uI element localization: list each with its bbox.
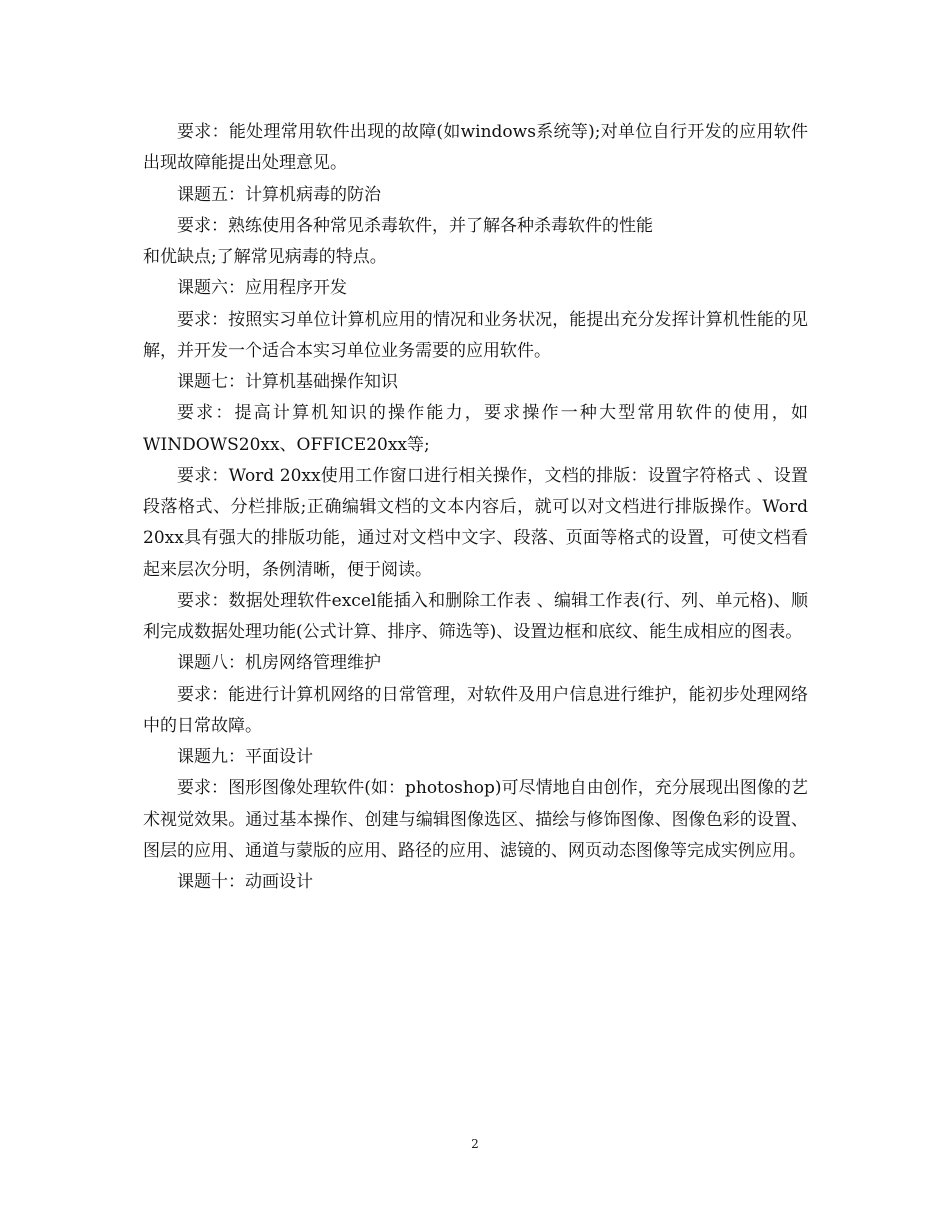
paragraph: 要求：提高计算机知识的操作能力，要求操作一种大型常用软件的使用，如WINDOWS20xx、OFFICE20xx等; [143,403,808,455]
section-heading: 课题七：计算机基础操作知识 [177,372,398,392]
paragraph: 要求：Word 20xx使用工作窗口进行相关操作，文档的排版：设置字符格式 、设置段落格式、分栏排版;正确编辑文档的文本内容后，就可以对文档进行排版操作。Word 20xx具有强大的排版功能，通过对文档中文字、段落、页面等格式的设置，可使文档看起来层次分明，条例清晰，便于阅读。 [143,465,808,580]
section-heading: 课题六：应用程序开发 [177,278,347,299]
paragraph: 要求：能处理常用软件出现的故障(如windows系统等);对单位自行开发的应用软件出现故障能提出处理意见。 [143,122,808,174]
section-heading: 课题五：计算机病毒的防治 [177,184,381,205]
section-heading: 课题九：平面设计 [177,747,313,767]
page-number: 2 [471,1137,479,1151]
paragraph: 和优缺点;了解常见病毒的特点。 [143,247,387,267]
paragraph: 要求：熟练使用各种常见杀毒软件，并了解各种杀毒软件的性能 [177,215,653,236]
paragraph: 要求：按照实习单位计算机应用的情况和业务状况，能提出充分发挥计算机性能的见解，并开发一个适合本实习单位业务需要的应用软件。 [143,309,808,361]
paragraph: 要求：能进行计算机网络的日常管理，对软件及用户信息进行维护，能初步处理网络中的日常故障。 [143,684,808,736]
section-heading: 课题十：动画设计 [177,872,313,892]
paragraph: 要求：图形图像处理软件(如：photoshop)可尽情地自由创作，充分展现出图像的艺术视觉效果。通过基本操作、创建与编辑图像选区、描绘与修饰图像、图像色彩的设置、图层的应用、通道与蒙版的应用、路径的应用、滤镜的、网页动态图像等完成实例应用。 [143,778,808,861]
section-heading: 课题八：机房网络管理维护 [177,653,381,674]
paragraph: 要求：数据处理软件excel能插入和删除工作表 、编辑工作表(行、列、单元格)、顺利完成数据处理功能(公式计算、排序、筛选等)、设置边框和底纹、能生成相应的图表。 [143,590,808,642]
document-body [143,117,808,898]
